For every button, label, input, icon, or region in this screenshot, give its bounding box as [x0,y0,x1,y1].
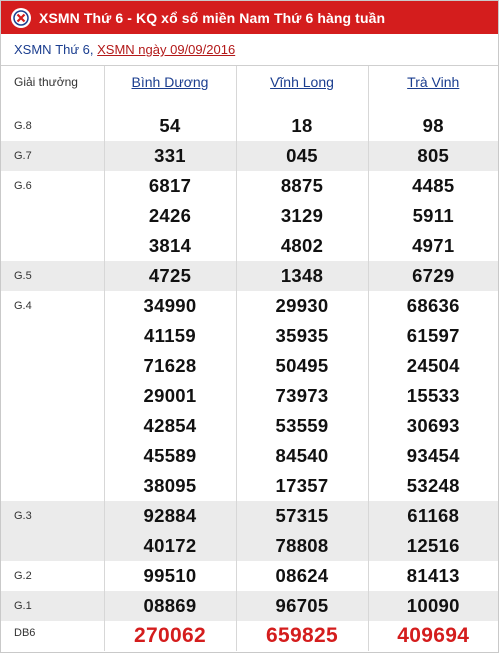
prize-label: G.8 [14,120,32,132]
province-link-vinh-long[interactable]: Vĩnh Long [270,74,334,90]
table-row [1,171,498,261]
result-number: 30693 [406,415,460,436]
breadcrumb-date-link[interactable]: XSMN ngày 09/09/2016 [97,42,236,57]
prize-label: G.7 [1,141,104,171]
result-number: 98 [422,115,444,136]
result-number: 6817 [148,175,192,196]
result-cell [368,561,498,591]
result-number: 71628 [143,355,197,376]
header-title[interactable]: XSMN Thứ 6 - KQ xổ số miền Nam Thứ 6 hàng tuần [39,9,386,26]
result-cell [368,591,498,621]
result-number: 35935 [275,325,329,346]
result-number: 18 [291,115,313,136]
result-cell [236,501,368,561]
result-number: 1348 [280,265,324,286]
result-number: 2426 [148,205,192,226]
special-prize-number: 270062 [134,624,206,647]
table-row [1,261,498,291]
result-cell [236,561,368,591]
prize-label: G.6 [14,180,32,192]
result-number: 68636 [406,295,460,316]
province-link-tra-vinh[interactable]: Trà Vinh [407,74,460,90]
breadcrumb-xsmn-link[interactable]: XSMN [14,42,52,57]
result-number: 81413 [406,565,460,586]
result-cell [104,171,236,261]
result-number: 17357 [275,475,329,496]
result-number: 08869 [143,595,197,616]
prize-label: G.2 [14,570,32,582]
prize-label: G.3 [1,501,104,561]
result-number: 50495 [275,355,329,376]
result-cell [236,141,368,171]
result-number: 5911 [412,205,454,226]
result-cell [368,111,498,141]
table-row [1,141,498,171]
result-number: 3129 [280,205,324,226]
header-bar [1,1,498,34]
table-row [1,291,498,501]
result-cell [104,621,236,651]
result-number: 61168 [407,505,460,526]
prize-column-header: Giải thưởng [14,75,78,89]
result-cell [368,261,498,291]
province-header [236,66,368,111]
result-number: 78808 [275,535,329,556]
result-number: 12516 [406,535,460,556]
province-header [104,66,236,111]
result-number: 045 [286,145,318,166]
result-cell [104,261,236,291]
result-cell [236,621,368,651]
lottery-logo-icon [11,8,31,28]
result-number: 29001 [143,385,197,406]
result-cell [104,561,236,591]
result-number: 805 [417,145,450,166]
result-number: 10090 [406,595,460,616]
result-number: 08624 [275,565,329,586]
result-cell [104,291,236,501]
result-number: 4485 [412,175,455,196]
prize-label: DB6 [14,627,36,639]
result-number: 61597 [406,325,460,346]
result-cell [368,141,498,171]
result-cell [368,171,498,261]
result-cell [236,261,368,291]
result-cell [236,111,368,141]
result-cell [368,621,498,651]
result-number: 96705 [275,595,329,616]
result-cell [104,501,236,561]
results-table [1,66,498,651]
province-header [368,66,498,111]
special-prize-number: 659825 [266,624,338,647]
result-number: 29930 [275,295,329,316]
result-cell [104,141,236,171]
breadcrumb [1,34,498,66]
result-number: 6729 [412,265,455,286]
table-row [1,501,498,561]
result-number: 4802 [280,235,324,256]
result-number: 41159 [144,325,196,346]
result-cell [368,501,498,561]
result-number: 99510 [143,565,197,586]
prize-label: G.4 [14,300,32,312]
table-row [1,591,498,621]
table-row [1,621,498,651]
result-number: 8875 [280,175,324,196]
result-number: 54 [159,115,181,136]
result-number: 93454 [406,445,460,466]
result-number: 3814 [148,235,192,256]
result-number: 331 [154,145,186,166]
result-cell [236,291,368,501]
result-number: 24504 [406,355,460,376]
table-header-row [1,66,498,111]
result-number: 4725 [148,265,192,286]
result-number: 34990 [143,295,197,316]
result-cell [368,291,498,501]
result-cell [104,591,236,621]
result-number: 84540 [275,445,329,466]
result-number: 53559 [275,415,329,436]
breadcrumb-day: Thứ 6, [55,42,98,57]
result-number: 45589 [143,445,197,466]
result-number: 15533 [406,385,460,406]
table-row [1,561,498,591]
result-cell [236,591,368,621]
result-number: 73973 [275,385,329,406]
result-number: 38095 [143,475,197,496]
result-cell [104,111,236,141]
prize-label: G.5 [1,261,104,291]
province-link-binh-duong[interactable]: Bình Dương [131,74,209,90]
result-number: 40172 [143,535,197,556]
result-number: 92884 [143,505,197,526]
result-number: 53248 [406,475,460,496]
result-number: 42854 [143,415,197,436]
prize-label: G.1 [1,591,104,621]
table-row [1,111,498,141]
result-cell [236,171,368,261]
special-prize-number: 409694 [397,624,470,647]
result-number: 4971 [412,235,455,256]
result-number: 57315 [275,505,329,526]
